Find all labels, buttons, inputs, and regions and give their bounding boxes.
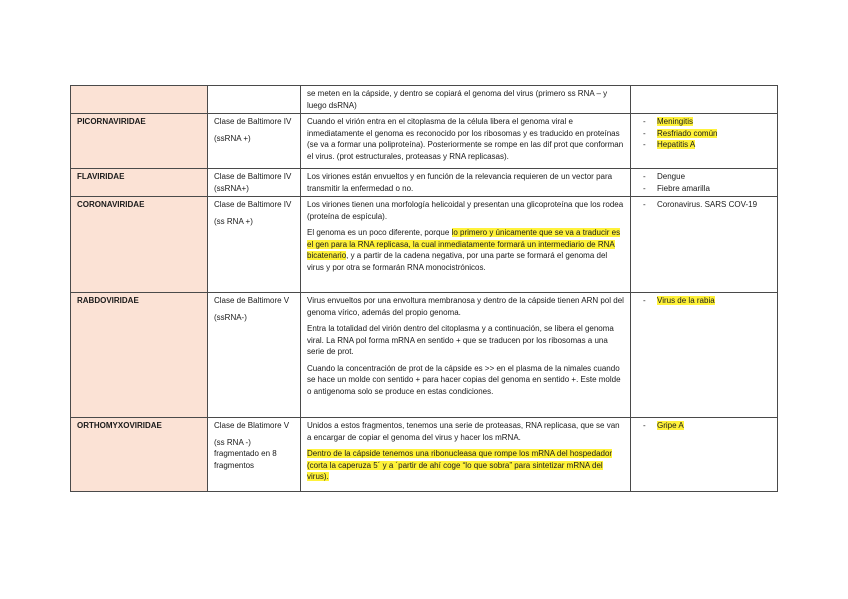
description-paragraph	[307, 323, 625, 358]
disease-item	[637, 139, 772, 151]
family-cell: RABDOVIRIDAE	[71, 293, 208, 418]
description-paragraph	[307, 88, 625, 111]
description-text: Los viriones están envueltos y en función de la relevancia requieren de un vector para transmitir la enfermedad o no.	[307, 172, 613, 193]
description-cell	[301, 197, 631, 293]
disease-item	[637, 116, 772, 128]
diseases-cell	[631, 197, 778, 293]
table-row	[71, 86, 778, 114]
description-text: Cuando la concentración de prot de la cápside es >> en el plasma de la nimales cuando se hace un molde con sentido + para hacer copias del genoma en sentido +. Este molde o antigenoma solo se produce en estas condiciones.	[307, 363, 621, 396]
description-text: El genoma es un poco diferente, porque	[307, 228, 452, 237]
disease-list	[637, 199, 772, 211]
description-paragraph	[307, 448, 625, 483]
description-text: Los viriones tienen una morfología helicoidal y presentan una glicoproteína que los rodea (proteína de espícula).	[307, 200, 624, 221]
description-text: , y a partir de la cadena negativa, por una parte se formará el genoma del virus y por otra se formarán RNA monocistrónicos.	[307, 251, 608, 272]
diseases-cell	[631, 86, 778, 114]
baltimore-class-text: (ssRNA +)	[214, 133, 251, 143]
disease-name: Gripe A	[657, 421, 684, 430]
disease-item	[637, 171, 772, 183]
description-paragraph	[307, 199, 625, 222]
baltimore-cell	[208, 293, 301, 418]
description-cell	[301, 293, 631, 418]
disease-list	[637, 116, 772, 151]
description-cell	[301, 169, 631, 197]
baltimore-class-text: Clase de Baltimore IV	[214, 200, 292, 209]
description-text: Virus envueltos por una envoltura membranosa y dentro de la cápside tienen ARN pol del genoma vírico, además del propio genoma.	[307, 296, 624, 317]
description-text: Entra la totalidad del virión dentro del citoplasma y a continuación, se libera el genoma viral. La RNA pol forma mRNA en sentido + que se traducen por los ribosomas a una serie de prot.	[307, 324, 614, 356]
table-row	[71, 197, 778, 293]
disease-name: Resfriado común	[657, 128, 718, 138]
baltimore-class-text: Clase de Baltimore V	[214, 296, 290, 305]
family-cell: FLAVIRIDAE	[71, 169, 208, 197]
description-paragraph	[307, 420, 625, 443]
description-paragraph	[307, 116, 625, 162]
highlighted-text: Dentro de la cápside tenemos una ribonucleasa que rompe los mRNA del hospedador (corta la caperuza 5´ y a ´partir de ahí coge “lo que sobra” para sintetizar mRNA del virus).	[307, 449, 613, 481]
family-cell: ORTHOMYXOVIRIDAE	[71, 418, 208, 492]
disease-list	[637, 295, 772, 307]
disease-list	[637, 420, 772, 432]
baltimore-class-text: (ss RNA -) fragmentado en 8 fragmentos	[214, 437, 277, 470]
disease-name: Coronavirus. SARS COV-19	[657, 200, 758, 209]
disease-item	[637, 128, 772, 140]
disease-item	[637, 295, 772, 307]
baltimore-cell	[208, 418, 301, 492]
family-cell: CORONAVIRIDAE	[71, 197, 208, 293]
baltimore-class-text: Clase de Baltimore IV (ssRNA+)	[214, 172, 292, 193]
baltimore-class-text: Clase de Blatimore V	[214, 421, 290, 430]
description-text: Cuando el virión entra en el citoplasma de la célula libera el genoma viral e inmediatamente el genoma es reconocido por los ribosomas y es traducido en proteínas (se va a formar una poliproteína). Posteriormente se rompe en las dif prot que conforman el virus. (prot estructurales, proteasas y RNA replicasas).	[307, 117, 624, 161]
table-body	[71, 86, 778, 492]
description-cell	[301, 418, 631, 492]
baltimore-cell	[208, 169, 301, 197]
highlighted-text: lo primero y únicamente que se va a traducir es el gen para la RNA replicasa, la cual inmediatamente formará un intermediario de RNA bicatenario	[307, 228, 621, 260]
baltimore-class-text: (ss RNA +)	[214, 216, 253, 226]
diseases-cell	[631, 114, 778, 169]
description-paragraph	[307, 295, 625, 318]
baltimore-cell	[208, 197, 301, 293]
description-cell	[301, 114, 631, 169]
family-cell: PICORNAVIRIDAE	[71, 114, 208, 169]
baltimore-class-text: Clase de Baltimore IV	[214, 117, 292, 126]
description-paragraph	[307, 227, 625, 273]
diseases-cell	[631, 169, 778, 197]
disease-name: Dengue	[657, 172, 686, 181]
disease-item	[637, 183, 772, 195]
table-row	[71, 418, 778, 492]
diseases-cell	[631, 293, 778, 418]
family-cell	[71, 86, 208, 114]
baltimore-class-text: (ssRNA-)	[214, 312, 247, 322]
baltimore-cell	[208, 114, 301, 169]
disease-item	[637, 199, 772, 211]
table-row	[71, 293, 778, 418]
disease-name: Fiebre amarilla	[657, 183, 710, 193]
disease-name: Hepatitis A	[657, 140, 696, 149]
description-text: se meten en la cápside, y dentro se copiará el genoma del virus (primero ss RNA – y luego dsRNA)	[307, 89, 608, 110]
description-paragraph	[307, 363, 625, 398]
disease-list	[637, 171, 772, 194]
diseases-cell	[631, 418, 778, 492]
disease-item	[637, 420, 772, 432]
disease-name: Virus de la rabia	[657, 296, 715, 305]
description-paragraph	[307, 171, 625, 194]
description-text: Unidos a estos fragmentos, tenemos una serie de proteasas, RNA replicasa, que se van a encargar de copiar el genoma del virus y hacer los mRNA.	[307, 421, 620, 442]
table-row	[71, 169, 778, 197]
virus-classification-table	[70, 85, 778, 492]
baltimore-cell	[208, 86, 301, 114]
table-row	[71, 114, 778, 169]
disease-name: Meningitis	[657, 117, 694, 126]
description-cell	[301, 86, 631, 114]
